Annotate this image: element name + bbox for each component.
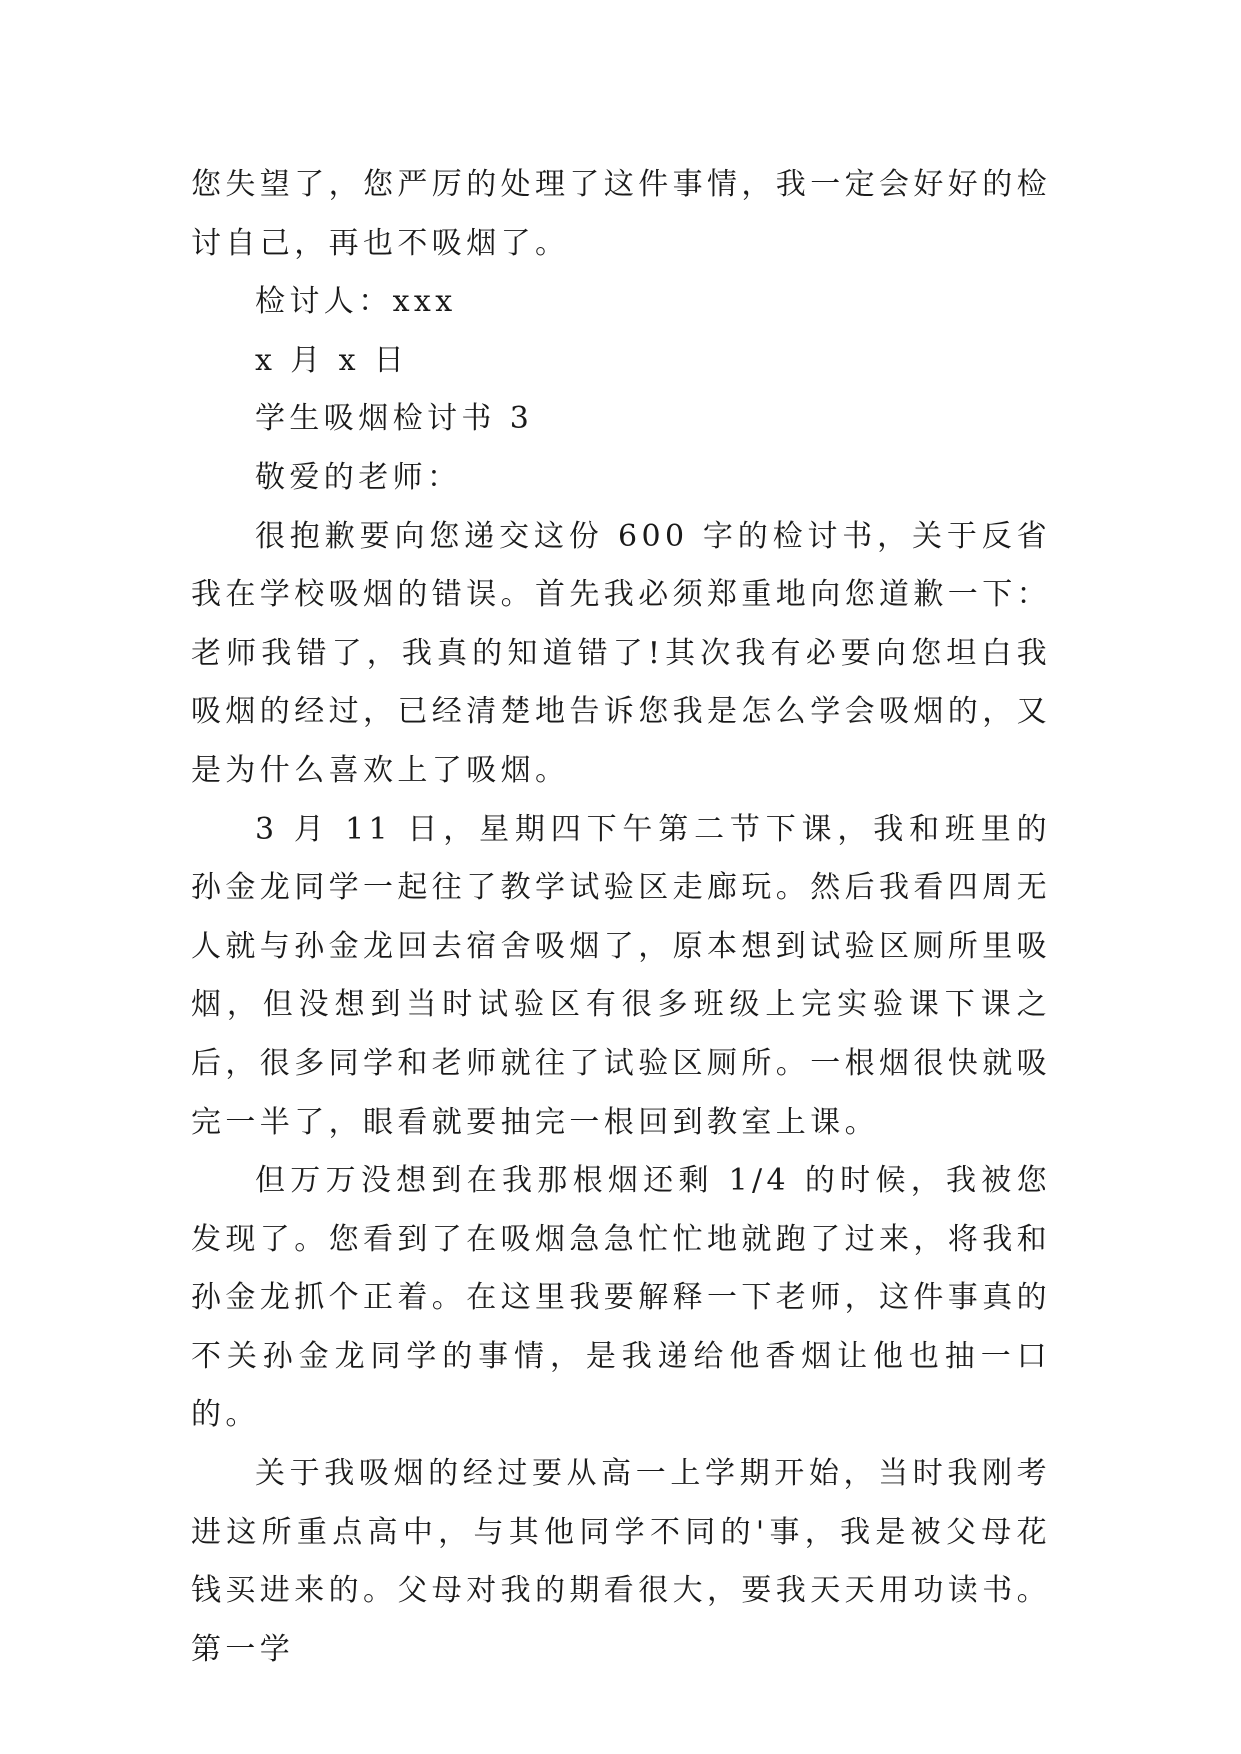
paragraph-background: 关于我吸烟的经过要从高一上学期开始，当时我刚考进这所重点高中，与其他同学不同的'事，我是被父母花钱买进来的。父母对我的期看很大，要我天天用功读书。第一学 (191, 1456, 1051, 1667)
signature-line: 检讨人：xxx (255, 284, 457, 320)
section-title: 学生吸烟检讨书 3 (255, 401, 534, 437)
paragraph-incident: 3 月 11 日，星期四下午第二节下课，我和班里的孙金龙同学一起往了教学试验区走廊玩。然后我看四周无人就与孙金龙回去宿舍吸烟了，原本想到试验区厕所里吸烟，但没想到当时试验区有很多班级上完实验课下课之后，很多同学和老师就往了试验区厕所。一根烟很快就吸完一半了，眼看就要抽完一根回到教室上课。 (191, 811, 1051, 1140)
paragraph-caught: 但万万没想到在我那根烟还剩 1/4 的时候，我被您发现了。您看到了在吸烟急急忙忙地就跑了过来，将我和孙金龙抓个正着。在这里我要解释一下老师，这件事真的不关孙金龙同学的事情，是我递给他香烟让他也抽一口的。 (191, 1163, 1051, 1433)
paragraph-apology: 很抱歉要向您递交这份 600 字的检讨书，关于反省我在学校吸烟的错误。首先我必须郑重地向您道歉一下：老师我错了，我真的知道错了!其次我有必要向您坦白我吸烟的经过，已经清楚地告诉您我是怎么学会吸烟的，又是为什么喜欢上了吸烟。 (191, 518, 1051, 788)
salutation: 敬爱的老师： (255, 459, 462, 495)
paragraph-continuation: 您失望了，您严厉的处理了这件事情，我一定会好好的检讨自己，再也不吸烟了。 (191, 167, 1051, 261)
date-line: x 月 x 日 (255, 342, 409, 378)
document-body (191, 156, 1051, 1679)
